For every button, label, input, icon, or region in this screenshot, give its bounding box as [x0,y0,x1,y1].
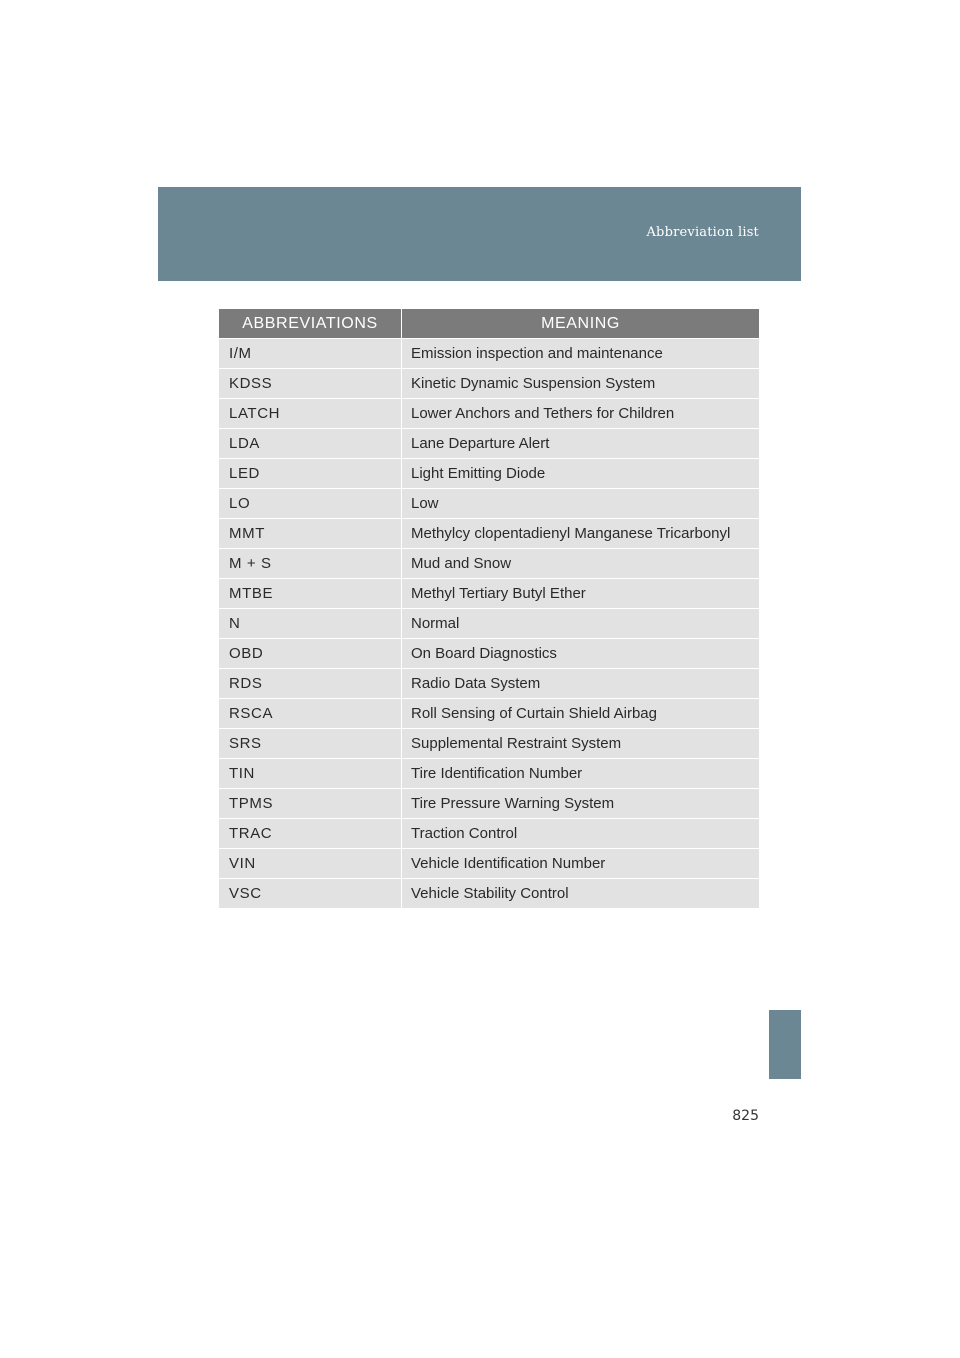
abbreviation-cell: TRAC [219,819,402,849]
table-row [219,369,759,399]
abbreviation-cell: M + S [219,549,402,579]
abbreviation-cell: RSCA [219,699,402,729]
abbreviation-cell: VIN [219,849,402,879]
abbreviation-cell: OBD [219,639,402,669]
meaning-cell: Roll Sensing of Curtain Shield Airbag [402,699,759,729]
table-header-row [219,309,759,339]
meaning-cell: Tire Pressure Warning System [402,789,759,819]
abbreviation-cell: MTBE [219,579,402,609]
table-row [219,339,759,369]
table-row [219,519,759,549]
meaning-cell: Kinetic Dynamic Suspension System [402,369,759,399]
table-row [219,789,759,819]
meaning-cell: Methyl Tertiary Butyl Ether [402,579,759,609]
table-row [219,759,759,789]
abbreviation-cell: KDSS [219,369,402,399]
table-row [219,429,759,459]
meaning-cell: Mud and Snow [402,549,759,579]
meaning-cell: Low [402,489,759,519]
table-row [219,819,759,849]
meaning-cell: Lower Anchors and Tethers for Children [402,399,759,429]
meaning-cell: Lane Departure Alert [402,429,759,459]
table-row [219,399,759,429]
abbreviation-cell: LED [219,459,402,489]
table-row [219,669,759,699]
meaning-cell: Supplemental Restraint System [402,729,759,759]
meaning-cell: Tire Identification Number [402,759,759,789]
abbreviation-table [219,309,759,909]
meaning-cell: Vehicle Identification Number [402,849,759,879]
table-row [219,579,759,609]
column-header-abbreviations: ABBREVIATIONS [219,309,402,339]
abbreviation-cell: RDS [219,669,402,699]
abbreviation-cell: VSC [219,879,402,909]
table-row [219,549,759,579]
abbreviation-cell: TIN [219,759,402,789]
meaning-cell: Emission inspection and maintenance [402,339,759,369]
header-band [158,187,801,281]
meaning-cell: Vehicle Stability Control [402,879,759,909]
abbreviation-cell: N [219,609,402,639]
table-row [219,729,759,759]
abbreviation-cell: SRS [219,729,402,759]
page-title: Abbreviation list [646,225,759,240]
table-row [219,489,759,519]
table-row [219,879,759,909]
abbreviation-cell: LDA [219,429,402,459]
abbreviation-cell: TPMS [219,789,402,819]
abbreviation-cell: I/M [219,339,402,369]
meaning-cell: On Board Diagnostics [402,639,759,669]
abbreviation-cell: LATCH [219,399,402,429]
abbreviation-cell: LO [219,489,402,519]
table-row [219,699,759,729]
section-tab [769,1010,801,1079]
table-row [219,849,759,879]
page-number: 825 [732,1108,759,1124]
table-row [219,639,759,669]
abbreviation-cell: MMT [219,519,402,549]
table-row [219,459,759,489]
meaning-cell: Normal [402,609,759,639]
meaning-cell: Traction Control [402,819,759,849]
meaning-cell: Methylcy clopentadienyl Manganese Tricarbonyl [402,519,759,549]
meaning-cell: Radio Data System [402,669,759,699]
table-row [219,609,759,639]
column-header-meaning: MEANING [402,309,759,339]
meaning-cell: Light Emitting Diode [402,459,759,489]
